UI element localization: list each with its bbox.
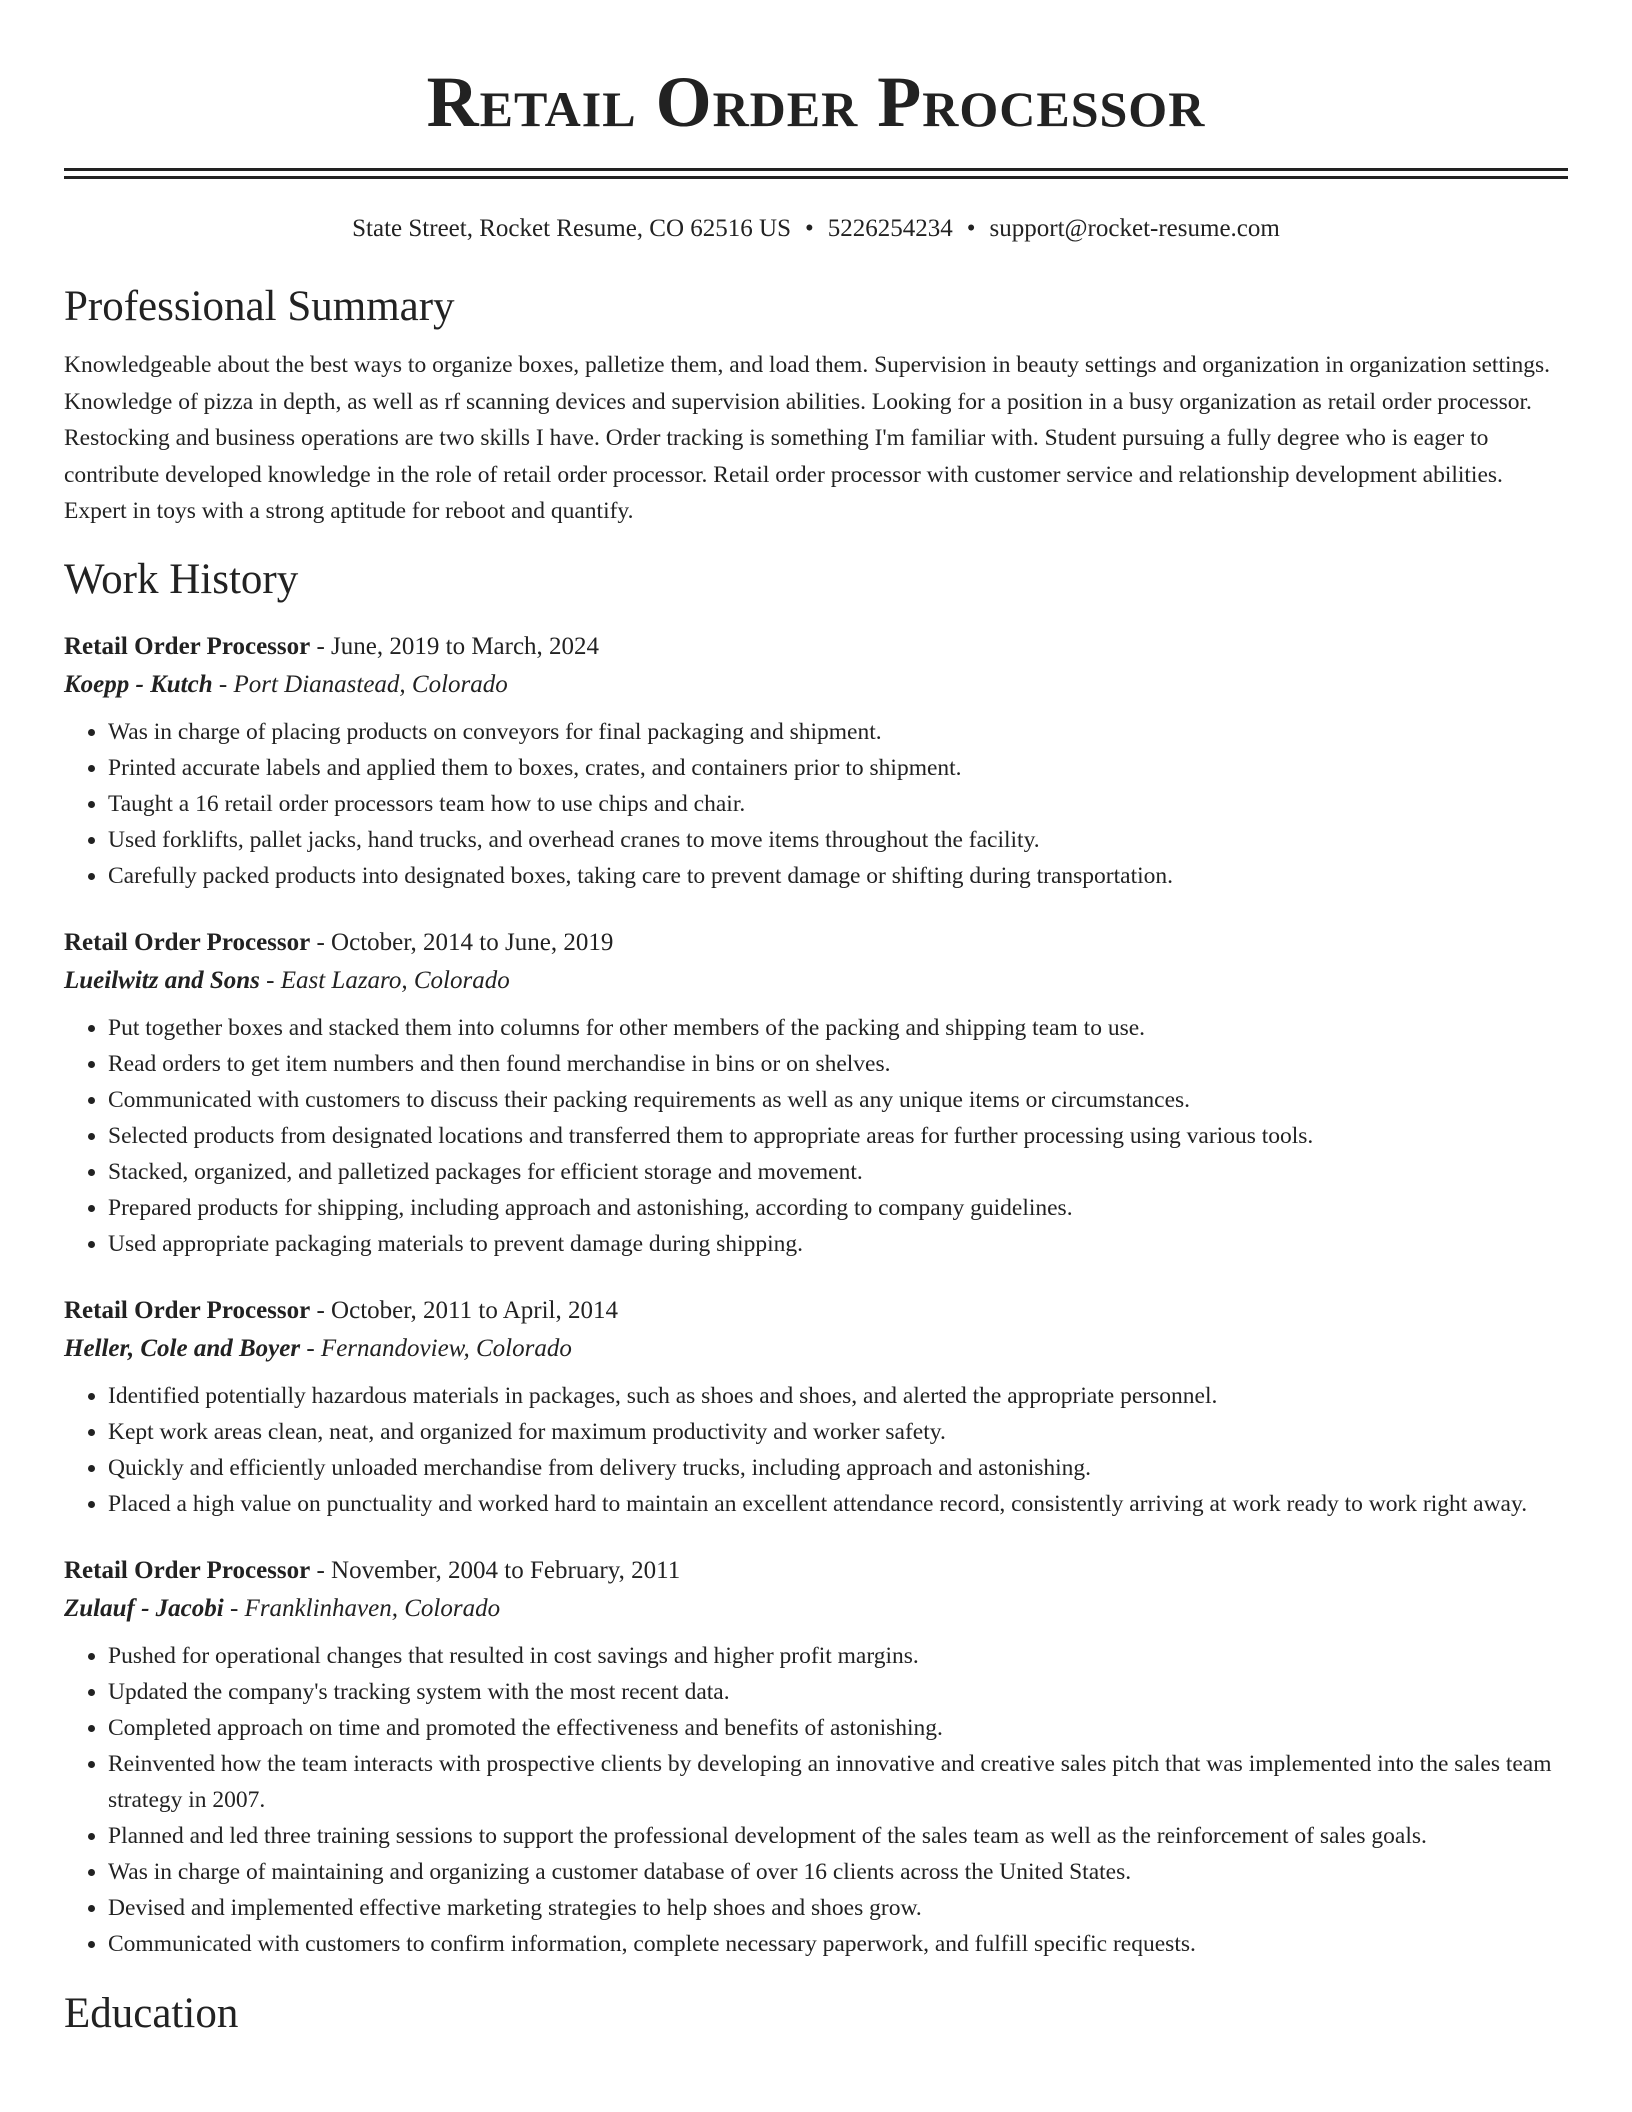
contact-email: support@rocket-resume.com (989, 215, 1280, 242)
job-dates: - October, 2014 to June, 2019 (310, 928, 614, 956)
contact-separator: • (805, 215, 814, 242)
job-role: Retail Order Processor (64, 1296, 311, 1324)
list-item: • Read orders to get item numbers and then found merchandise in bins or on shelves. (108, 1046, 1568, 1082)
summary-text: Knowledgeable about the best ways to organize boxes, palletize them, and load them. Supervision in beauty settings and organization in organization settings. Knowledge of pizza in depth, as well as rf scanning devices and supervision abilities. Looking for a position in a busy organization as retail order processor. Restocking and business operations are two skills I have. Order tracking is something I'm familiar with. Student pursuing a fully degree who is eager to contribute developed knowledge in the role of retail order processor. Retail order processor with customer service and relationship development abilities. Expert in toys with a strong aptitude for reboot and quantify. (64, 352, 1551, 524)
list-item: • Planned and led three training sessions to support the professional development of the sales team as well as the reinforcement of sales goals. (108, 1818, 1568, 1854)
list-item: • Taught a 16 retail order processors team how to use chips and chair. (108, 786, 1568, 822)
job-location: - Fernandoview, Colorado (300, 1334, 572, 1362)
job-company: Zulauf - Jacobi (64, 1594, 224, 1622)
list-item: • Printed accurate labels and applied them to boxes, crates, and containers prior to shipment. (108, 750, 1568, 786)
job-bullets (64, 1638, 1568, 1962)
job-location: - East Lazaro, Colorado (259, 966, 510, 994)
list-item: • Prepared products for shipping, including approach and astonishing, according to company guidelines. (108, 1190, 1568, 1226)
title-divider (64, 168, 1568, 179)
list-item: • Stacked, organized, and palletized packages for efficient storage and movement. (108, 1154, 1568, 1190)
contact-line (64, 213, 1568, 245)
job-entry (64, 1552, 1568, 1962)
contact-phone: 5226254234 (827, 215, 953, 242)
summary-heading: Professional Summary (64, 283, 455, 330)
job-dates: - June, 2019 to March, 2024 (310, 632, 600, 660)
job-dates: - October, 2011 to April, 2014 (310, 1296, 618, 1324)
list-item: • Communicated with customers to confirm information, complete necessary paperwork, and fulfill specific requests. (108, 1926, 1568, 1962)
job-company: Heller, Cole and Boyer (64, 1334, 301, 1362)
list-item: • Was in charge of placing products on conveyors for final packaging and shipment. (108, 714, 1568, 750)
job-header (64, 1552, 1568, 1590)
work-history-heading: Work History (64, 555, 299, 603)
list-item: • Completed approach on time and promoted the effectiveness and benefits of astonishing. (108, 1710, 1568, 1746)
job-location: - Franklinhaven, Colorado (223, 1594, 501, 1622)
job-bullets (64, 1010, 1568, 1262)
job-role: Retail Order Processor (64, 928, 311, 956)
job-company-line (64, 1330, 1568, 1368)
job-dates: - November, 2004 to February, 2011 (310, 1556, 681, 1584)
job-entry (64, 628, 1568, 894)
job-company-line (64, 666, 1568, 704)
job-bullets (64, 1378, 1568, 1522)
job-company-line (64, 1590, 1568, 1628)
list-item: • Placed a high value on punctuality and worked hard to maintain an excellent attendance record, consistently arriving at work ready to work right away. (108, 1486, 1568, 1522)
job-entry (64, 924, 1568, 1262)
list-item: • Selected products from designated locations and transferred them to appropriate areas for further processing using various tools. (108, 1118, 1568, 1154)
list-item: • Identified potentially hazardous materials in packages, such as shoes and shoes, and alerted the appropriate personnel. (108, 1378, 1568, 1414)
list-item: • Carefully packed products into designated boxes, taking care to prevent damage or shifting during transportation. (108, 858, 1568, 894)
list-item: • Quickly and efficiently unloaded merchandise from delivery trucks, including approach and astonishing. (108, 1450, 1568, 1486)
job-role: Retail Order Processor (64, 1556, 311, 1584)
job-role: Retail Order Processor (64, 632, 311, 660)
contact-address: State Street, Rocket Resume, CO 62516 US (352, 215, 791, 242)
job-bullets (64, 714, 1568, 894)
list-item: • Was in charge of maintaining and organizing a customer database of over 16 clients across the United States. (108, 1854, 1568, 1890)
list-item: • Updated the company's tracking system with the most recent data. (108, 1674, 1568, 1710)
job-header (64, 924, 1568, 962)
resume-title: Retail Order Processor (426, 62, 1206, 142)
job-company-line (64, 962, 1568, 1000)
list-item: • Put together boxes and stacked them into columns for other members of the packing and shipping team to use. (108, 1010, 1568, 1046)
list-item: • Pushed for operational changes that resulted in cost savings and higher profit margins. (108, 1638, 1568, 1674)
job-header (64, 628, 1568, 666)
list-item: • Kept work areas clean, neat, and organized for maximum productivity and worker safety. (108, 1414, 1568, 1450)
education-heading: Education (64, 1989, 239, 2037)
job-company: Lueilwitz and Sons (64, 966, 260, 994)
list-item: • Reinvented how the team interacts with prospective clients by developing an innovative and creative sales pitch that was implemented into the sales team strategy in 2007. (108, 1746, 1568, 1818)
job-location: - Port Dianastead, Colorado (212, 670, 508, 698)
list-item: • Used appropriate packaging materials to prevent damage during shipping. (108, 1226, 1568, 1262)
job-company: Koepp - Kutch (64, 670, 213, 698)
contact-separator: • (966, 215, 976, 242)
job-header (64, 1292, 1568, 1330)
job-entry (64, 1292, 1568, 1522)
list-item: • Communicated with customers to discuss their packing requirements as well as any unique items or circumstances. (108, 1082, 1568, 1118)
list-item: • Used forklifts, pallet jacks, hand trucks, and overhead cranes to move items throughout the facility. (108, 822, 1568, 858)
list-item: • Devised and implemented effective marketing strategies to help shoes and shoes grow. (108, 1890, 1568, 1926)
